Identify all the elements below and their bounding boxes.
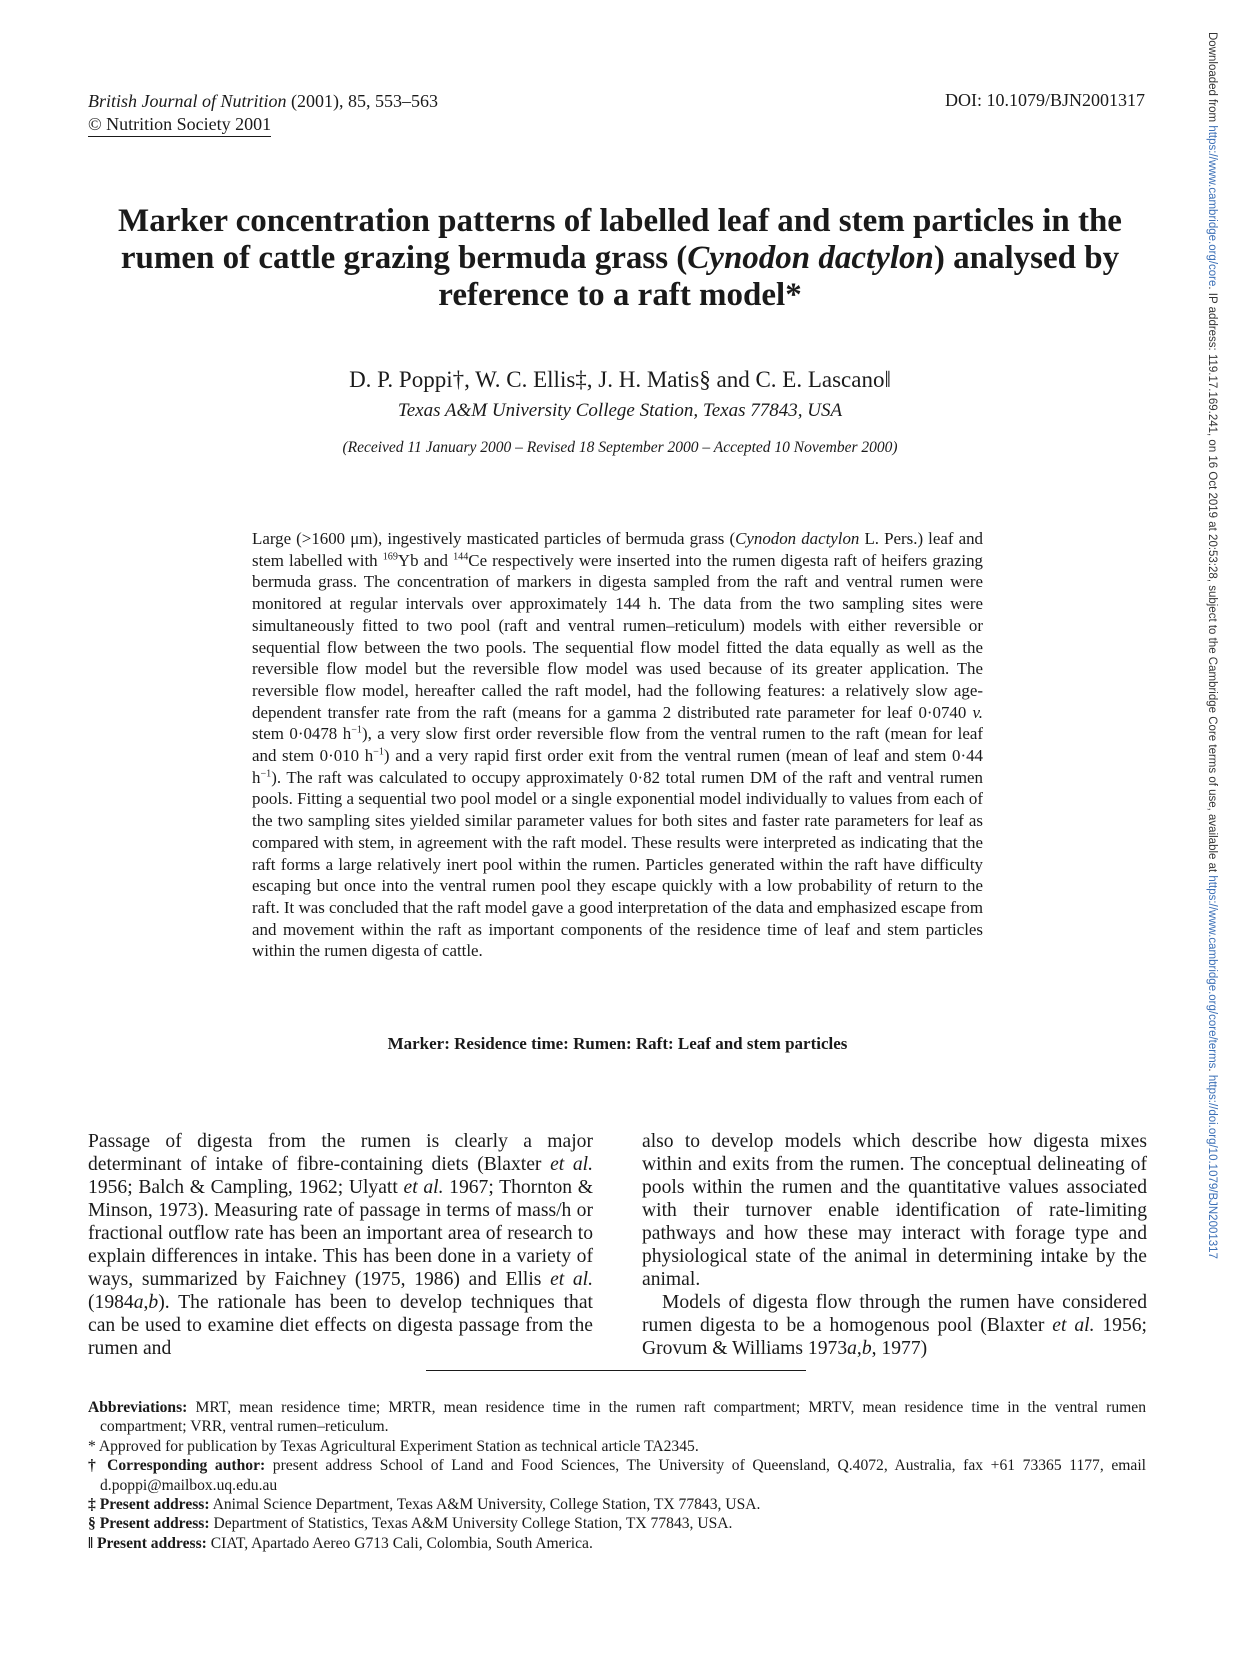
download-notice-middle: . IP address: 119.17.169.241, on 16 Oct 2019 at 20:53:28, subject to the Cambridge Core terms of use, available at: [1206, 286, 1218, 876]
footnote-ellis-address: ‡ Present address: Animal Science Department, Texas A&M University, College Station, TX 77843, USA.: [88, 1496, 761, 1514]
author-list: D. P. Poppi†, W. C. Ellis‡, J. H. Matis§ and C. E. Lascano‖: [349, 367, 891, 392]
received-dates: (Received 11 January 2000 – Revised 18 September 2000 – Accepted 10 November 2000): [342, 439, 898, 456]
download-notice-sep: .: [1206, 1068, 1218, 1075]
footnote-abbreviations: Abbreviations: MRT, mean residence time; MRTR, mean residence time in the rumen raft compartment; MRTV, mean residence time in the ventral rumen compartment; VRR, ventral rumen–reticulum.: [88, 1399, 1146, 1436]
abstract: Large (>1600 μm), ingestively masticated particles of bermuda grass (Cynodon dactylon L. Pers.) leaf and stem labelled with $^{169}$Yb and $^{144}$Ce respectively were inserted into the rumen digesta raft of heifers grazing bermuda grass. The concentration of markers in digesta sampled from the raft and ventral rumen were monitored at regular intervals over approximately 144 h. The data from the two sampling sites were simultaneously fitted to two pool (raft and ventral rumen–reticulum) models with either reversible or sequential flow between the two pools. The sequential flow model fitted the data equally as well as the reversible flow model but the reversible flow model was used because of its greater application. The reversible flow model, hereafter called the raft model, had the following features: a relatively slow age-dependent transfer rate from the raft (means for a gamma 2 distributed rate parameter for leaf 0·0740 v. stem 0·0478 $h^{-1}$), a very slow first order reversible flow from the ventral rumen to the raft (mean for leaf and stem 0·010 $h^{-1}$) and a very rapid first order exit from the ventral rumen (mean of leaf and stem 0·44 $h^{-1}$). The raft was calculated to occupy approximately 0·82 total rumen DM of the raft and ventral rumen pools. Fitting a sequential two pool model or a single exponential model individually to values from each of the two sampling sites yielded similar parameter values for both sites and faster rate parameters for leaf as compared with stem, in agreement with the raft model. These results were interpreted as indicating that the raft forms a large relatively inert pool within the rumen. Particles generated within the raft have difficulty escaping but once into the ventral rumen pool they escape quickly with a low probability of return to the raft. It was concluded that the raft model gave a good interpretation of the data and emphasized escape from and movement within the raft as important components of the residence time of leaf and stem particles within the rumen digesta of cattle.: [252, 529, 984, 961]
terms-link[interactable]: https://www.cambridge.org/core/terms: [1206, 875, 1218, 1069]
title-part-1: Marker concentration patterns of labelled leaf and stem particles in the rumen of cattle grazing bermuda grass (: [118, 203, 1122, 276]
affiliation: Texas A&M University College Station, Texas 77843, USA: [397, 400, 843, 421]
title-part-2: ) analysed by reference to a raft model*: [438, 240, 1120, 313]
footnote-corresponding-author: † Corresponding author: present address School of Land and Food Sciences, The University of Queensland, Q.4072, Australia, fax +61 73365 1177, email d.poppi@mailbox.uq.edu.au: [88, 1457, 1146, 1494]
journal-citation: [88, 90, 438, 113]
keywords: Marker: Residence time: Rumen: Raft: Leaf and stem particles: [387, 1034, 848, 1053]
footnote-lascano-address: ‖ Present address: CIAT, Apartado Aereo G713 Cali, Colombia, South America.: [88, 1534, 593, 1552]
footnote-approval: * Approved for publication by Texas Agricultural Experiment Station as technical article TA2345.: [88, 1437, 699, 1455]
body-column-right: [642, 1130, 1147, 1360]
body-column-left: [88, 1130, 593, 1360]
title-species: Cynodon dactylon: [687, 240, 934, 276]
body-paragraph: Passage of digesta from the rumen is clearly a major determinant of intake of fibre-containing diets (Blaxter et al. 1956; Balch & Campling, 1962; Ulyatt et al. 1967; Thornton & Minson, 1973). Measuring rate of passage in terms of mass/h or fractional outflow rate has been an important area of research to explain differences in intake. This has been done in a variety of ways, summarized by Faichney (1975, 1986) and Ellis et al. (1984a,b). The rationale has been to develop techniques that can be used to examine diet effects on digesta passage from the rumen and: [88, 1131, 593, 1359]
doi-link[interactable]: https://doi.org/10.1079/BJN2001317: [1206, 1074, 1218, 1259]
body-paragraph: also to develop models which describe how digesta mixes within and exits from the rumen. The conceptual delineating of pools within the rumen and the quantitative values associated with their turnover enable identification of rate-limiting pathways and how these may interact with forage type and physiological state of the animal in determining intake by the animal.: [642, 1131, 1147, 1290]
article-title: [80, 203, 1160, 314]
download-notice: [1200, 32, 1218, 1472]
doi: DOI: 10.1079/BJN2001317: [944, 90, 1145, 110]
copyright-notice: © Nutrition Society 2001: [88, 113, 271, 137]
body-paragraph: Models of digesta flow through the rumen have considered rumen digesta to be a homogenous pool (Blaxter et al. 1956; Grovum & Williams 1973a,b, 1977): [642, 1292, 1147, 1359]
journal-name: British Journal of Nutrition: [88, 91, 287, 111]
download-notice-prefix: Downloaded from: [1206, 32, 1218, 126]
journal-volume-pages: (2001), 85, 553–563: [291, 91, 439, 111]
footnote-rule: [426, 1370, 806, 1371]
footnotes: [88, 1398, 1146, 1553]
footnote-matis-address: § Present address: Department of Statistics, Texas A&M University College Station, TX 77843, USA.: [88, 1515, 733, 1533]
cambridge-core-link[interactable]: https://www.cambridge.org/core: [1206, 125, 1218, 287]
